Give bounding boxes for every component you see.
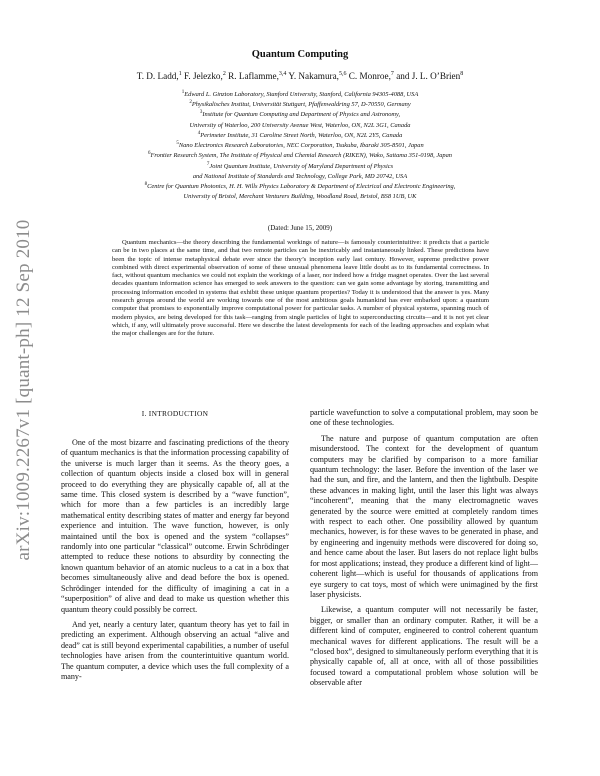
affiliation: University of Bristol, Merchant Venturers Building, Woodland Road, Bristol, BS8 1UB, UK	[183, 193, 417, 201]
body-paragraph: And yet, nearly a century later, quantum theory has yet to fail in predicting an experiment. Although observing an actual “alive and dead” cat is still beyond experimental capabilities, a number of useful technologies have arisen from the counterintuitive quantum world. The quantum computer, a device which uses the full complexity of a many-	[61, 619, 289, 681]
arxiv-identifier-stamp	[10, 215, 38, 565]
body-paragraph: particle wavefunction to solve a computational problem, may soon be one of these technologies.	[310, 408, 538, 428]
affiliation: $^3$Institute for Quantum Computing and Department of Physics and Astronomy,	[199, 110, 401, 119]
abstract: Quantum mechanics—the theory describing the fundamental workings of nature—is famously counterintuitive: it predicts that a particle can be in two places at the same time, and that two remote particles can be inextricably and instantaneously linked. These predictions have been the topic of intense metaphysical debate ever since the theory’s inception early last century. However, supreme predictive power combined with direct experimental observation of some of these unusual phenomena leave little doubt as to its fundamental correctness. In fact, without quantum mechanics we could not explain the workings of a laser, nor indeed how a fridge magnet operates. Over the last several decades quantum information science has emerged to seek answers to the question: can we gain some advantage by storing, transmitting and processing information encoded in systems that exhibit these unique quantum properties? Today it is understood that the answer is yes. Many research groups around the world are working towards one of the most ambitious goals humankind has ever embarked upon: a quantum computer that promises to exponentially improve computational power for particular tasks. A number of physical systems, spanning much of modern physics, are being developed for this task—ranging from single particles of light to superconducting circuits—and it is not yet clear which, if any, will ultimately prove successful. Here we describe the latest developments for each of the leading approaches and explain what the major challenges are for the future.	[112, 239, 489, 338]
affiliation: $^4$Perimeter Institute, 31 Caroline Street North, Waterloo, ON, N2L 2Y5, Canada	[197, 130, 403, 139]
affiliation: and National Institute of Standards and Technology, College Park, MD 20742, USA	[192, 172, 408, 180]
body-paragraph: The nature and purpose of quantum computation are often misunderstood. The context for the development of quantum computers may be clarified by comparison to a more familiar quantum technology: the laser. Before the invention of the laser we had the sun, and fire, and the lantern, and then the lightbulb. Despite these advances in making light, until the laser this light was always “incoherent”, meaning that the many electromagnetic waves generated by the source were emitted at completely random times with respect to each other. One possibility allowed by quantum mechanics, however, is for these waves to be generated in phase, and by engineering and ingenuity methods were discovered for doing so, and hence came about the laser. But lasers do not replace light bulbs for most applications; instead, they produce a different kind of light—coherent light—which is useful for thousands of applications from eye surgery to cat toys, most of which were unimagined by the first laser physicists.	[310, 433, 538, 599]
body-paragraph: Likewise, a quantum computer will not necessarily be faster, bigger, or smaller than an ordinary computer. Rather, it will be a different kind of computer, engineered to control coherent quantum mechanical waves for different applications. The result will be a “closed box”, designed to simultaneously perform everything that it is physically capable of, all at once, with all of those possibilities focused toward a computational problem whose solution will be observable after	[310, 605, 538, 688]
author: and J. L. O’Brien$^8$	[396, 71, 464, 82]
affiliation: University of Waterloo, 200 University Avenue West, Waterloo, ON, N2L 3G1, Canada	[189, 121, 411, 129]
affiliation: $^7$Joint Quantum Institute, University of Maryland Department of Physics	[206, 161, 394, 170]
section-heading-introduction: I. INTRODUCTION	[141, 409, 209, 418]
affiliation: $^2$Physikalisches Institut, Universität Stuttgart, Pfaffenwaldring 57, D-70550, Germany	[189, 100, 411, 109]
paper-title: Quantum Computing	[251, 49, 349, 60]
arxiv-stamp-text: arXiv:1009.2267v1 [quant-ph] 12 Sep 2010	[13, 219, 34, 561]
body-paragraph: One of the most bizarre and fascinating predictions of the theory of quantum mechanics is that the information processing capability of the universe is much larger than it seems. As the theory goes, a collection of quantum objects inside a closed box will in general proceed to do everything they are physically capable of, all at the same time. This closed system is described by a “wave function”, which for more than a few particles is an incredibly large mathematical entity describing states of matter and energy far beyond experience and intuition. The wave function, however, is only maintained until the box is opened and the system “collapses” randomly into one particular “classical” outcome. Erwin Schrödinger attempted to reduce these notions to absurdity by connecting the known quantum behavior of an atomic nucleus to a cat in a box that becomes simultaneously alive and dead before the box is opened. Schrödinger intended for the difficulty of imagining a cat in a “superposition” of alive and dead to make us question whether this quantum theory could possibly be correct.	[61, 438, 289, 614]
author: T. D. Ladd,$^1$	[136, 71, 182, 82]
date-line: (Dated: June 15, 2009)	[267, 224, 333, 232]
affiliation: $^8$Centre for Quantum Photonics, H. H. Wills Physics Laboratory & Department of Electrical and Electronic Engineering,	[144, 181, 456, 191]
body-column-left	[61, 438, 289, 682]
author: F. Jelezko,$^2$	[184, 71, 226, 82]
affiliation: $^6$Frontier Research System, The Institute of Physical and Chemial Research (RIKEN), Wako, Saitama 351-0198, Japan	[148, 151, 452, 160]
author: Y. Nakamura,$^{5,6}$	[288, 71, 347, 82]
author: C. Monroe,$^7$	[348, 71, 394, 82]
affiliation: $^1$Edward L. Ginzton Laboratory, Stanford University, Stanford, California 94305-4088, USA	[181, 90, 419, 99]
author: R. Laflamme,$^{3,4}$	[228, 71, 287, 82]
body-column-right	[310, 408, 538, 689]
affiliation: $^5$Nano Electronics Research Laboratories, NEC Corporation, Tsukuba, Ibaraki 305-8501, Japan	[176, 141, 424, 150]
author-list	[60, 71, 540, 81]
affiliation-list	[40, 89, 560, 201]
